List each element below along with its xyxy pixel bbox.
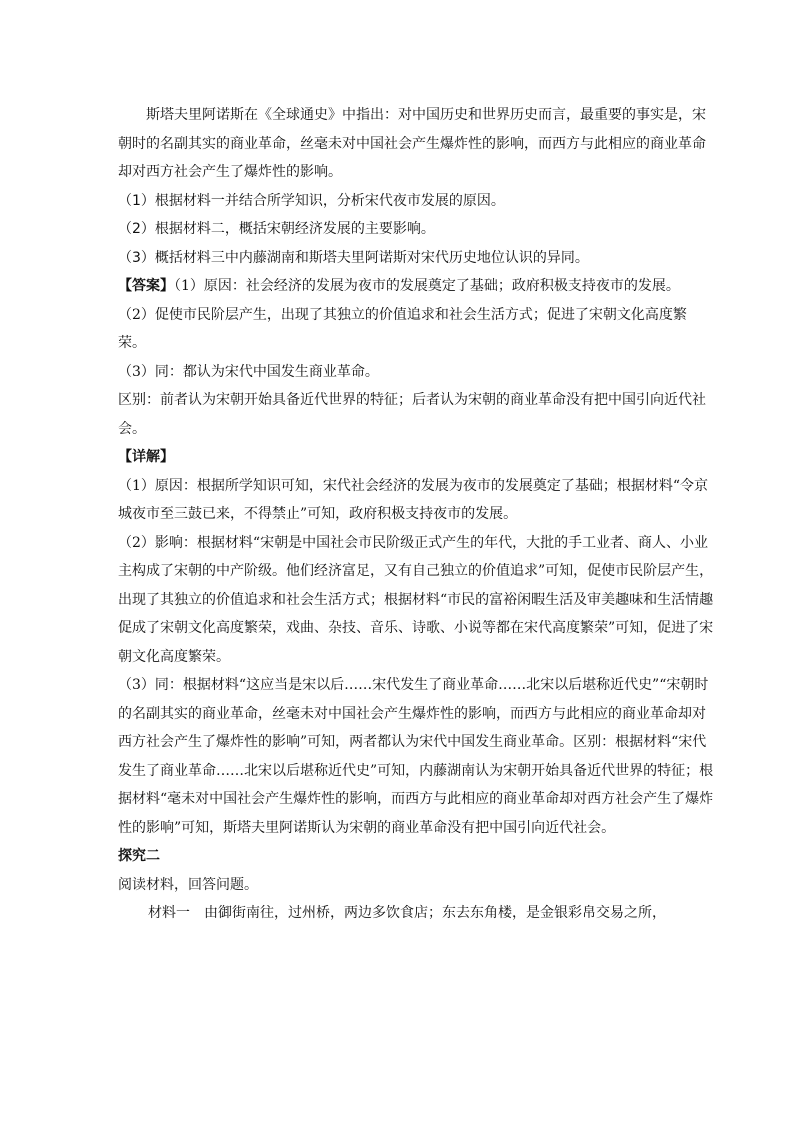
section-title: 探究二 [118, 848, 160, 864]
answer-line-2: （2）促使市民阶层产生，出现了其独立的价值追求和社会生活方式；促进了宋朝文化高度繁荣。 [118, 306, 687, 351]
explanation-paragraph-3: （3）同：根据材料“这应当是宋以后……宋代发生了商业革命……北宋以后堪称近代史”“宋朝时的名副其实的商业革命，丝毫未对中国社会产生爆炸性的影响，而西方与此相应的商业革命却对西方社会产生了爆炸性的影响”可知，两者都认为宋代中国发生商业革命。区别：根据材料“宋代发生了商业革命……北宋以后堪称近代史”可知，内藤湖南认为宋朝开始具备近代世界的特征；根据材料“毫未对中国社会产生爆炸性的影响，而西方与此相应的商业革命却对西方社会产生了爆炸性的影响”可知，斯塔夫里阿诺斯认为宋朝的商业革命没有把中国引向近代社会。 [118, 677, 714, 836]
question-3: （3）概括材料三中内藤湖南和斯塔夫里阿诺斯对宋代历史地位认识的异同。 [118, 249, 589, 266]
explanation-paragraph-2: （2）影响：根据材料“宋朝是中国社会市民阶级正式产生的年代，大批的手工业者、商人、小业主构成了宋朝的中产阶级。他们经济富足，又有自己独立的价值追求”可知，促使市民阶层产生，出现了其独立的价值追求和社会生活方式；根据材料“市民的富裕闲暇生活及审美趣味和生活情趣促成了宋朝文化高度繁荣，戏曲、杂技、音乐、诗歌、小说等都在宋代高度繁荣”可知，促进了宋朝文化高度繁荣。 [118, 534, 714, 665]
question-1: （1）根据材料一并结合所学知识，分析宋代夜市发展的原因。 [118, 192, 505, 209]
explanation-paragraph-1: （1）原因：根据所学知识可知，宋代社会经济的发展为夜市的发展奠定了基础；根据材料“令京城夜市至三鼓已来，不得禁止”可知，政府积极支持夜市的发展。 [118, 477, 709, 522]
question-2: （2）根据材料二，概括宋朝经济发展的主要影响。 [118, 221, 435, 237]
material-1: 材料一 由御街南往，过州桥，两边多饮食店；东去东角楼，是金银彩帛交易之所， [148, 905, 666, 921]
answer-line-3: （3）同：都认为宋代中国发生商业革命。 [118, 363, 379, 380]
instruction: 阅读材料，回答问题。 [118, 876, 258, 893]
answer-text-1: （1）原因：社会经济的发展为夜市的发展奠定了基础；政府积极支持夜市的发展。 [174, 278, 680, 294]
answer-line-1 [118, 272, 714, 301]
answer-tag: 【答案】 [118, 278, 174, 294]
intro-paragraph: 斯塔夫里阿诺斯在《全球通史》中指出：对中国历史和世界历史而言，最重要的事实是，宋朝时的名副其实的商业革命，丝毫未对中国社会产生爆炸性的影响，而西方与此相应的商业革命却对西方社会产生了爆炸性的影响。 [118, 107, 706, 180]
explanation-tag: 【详解】 [118, 449, 174, 465]
answer-line-4: 区别：前者认为宋朝开始具备近代世界的特征；后者认为宋朝的商业革命没有把中国引向近代社会。 [118, 392, 706, 437]
